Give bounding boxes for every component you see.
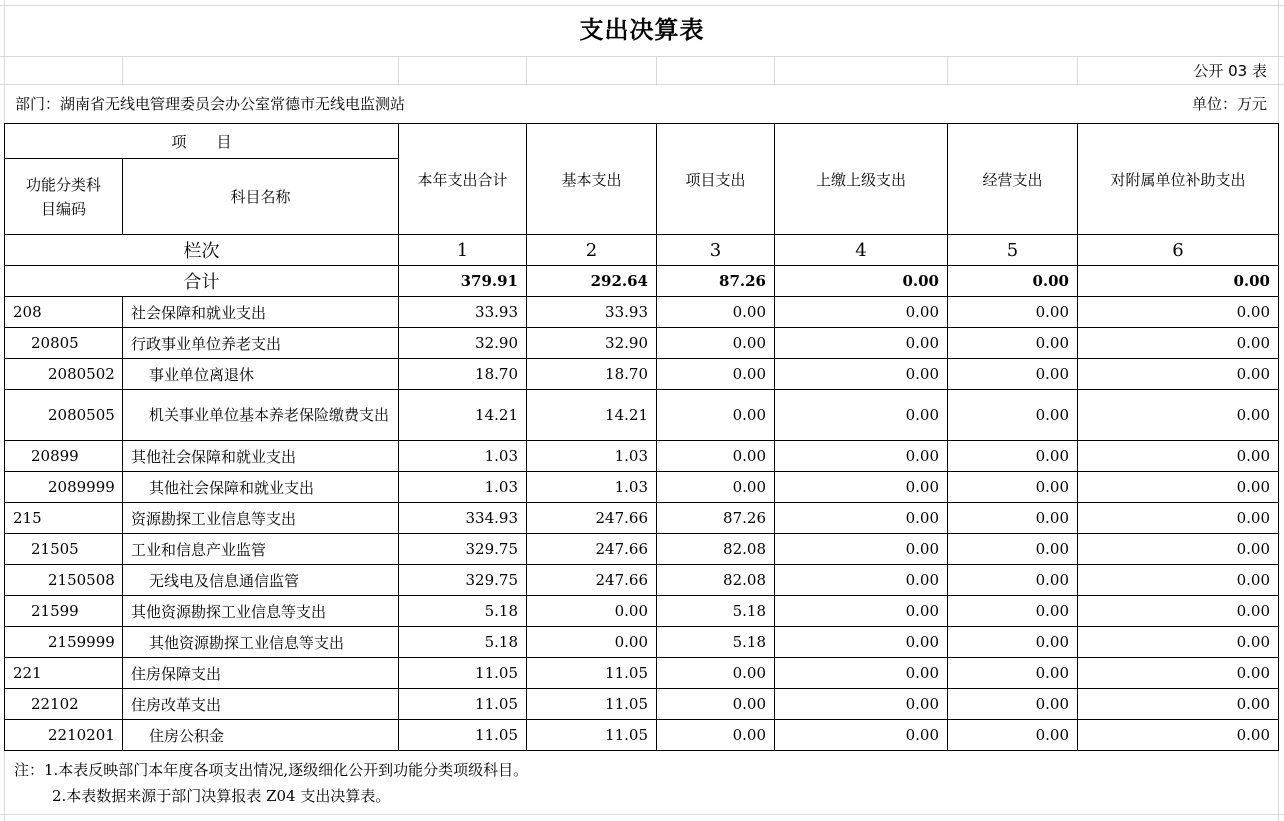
row-value: 0.00 — [1078, 565, 1279, 596]
footnotes — [14, 757, 528, 809]
grid-line — [774, 56, 775, 86]
table-row — [5, 658, 1279, 689]
table-row — [5, 441, 1279, 472]
row-value: 0.00 — [1078, 720, 1279, 751]
row-value: 11.05 — [527, 720, 657, 751]
total-value: 87.26 — [657, 266, 775, 297]
row-value: 0.00 — [1078, 359, 1279, 390]
row-code: 21505 — [5, 534, 123, 565]
row-value: 0.00 — [948, 359, 1078, 390]
row-code: 20805 — [5, 328, 123, 359]
row-value: 0.00 — [948, 689, 1078, 720]
footnote-2: 2.本表数据来源于部门决算报表 Z04 支出决算表。 — [52, 787, 391, 805]
row-value: 11.05 — [527, 658, 657, 689]
row-value: 0.00 — [948, 596, 1078, 627]
row-code: 20899 — [5, 441, 123, 472]
row-value: 0.00 — [1078, 627, 1279, 658]
row-value: 32.90 — [399, 328, 527, 359]
row-subject-name: 无线电及信息通信监管 — [123, 565, 399, 596]
total-value: 0.00 — [948, 266, 1078, 297]
row-value: 0.00 — [657, 359, 775, 390]
row-subject-name: 住房公积金 — [123, 720, 399, 751]
grid-line — [526, 56, 527, 86]
grid-line — [398, 56, 399, 86]
row-value: 0.00 — [775, 390, 948, 441]
row-value: 0.00 — [948, 534, 1078, 565]
row-code: 22102 — [5, 689, 123, 720]
grid-line — [122, 56, 123, 86]
row-value: 247.66 — [527, 565, 657, 596]
header-func-code: 功能分类科目编码 — [5, 159, 123, 235]
row-value: 329.75 — [399, 534, 527, 565]
row-value: 14.21 — [399, 390, 527, 441]
row-value: 329.75 — [399, 565, 527, 596]
row-value: 0.00 — [948, 441, 1078, 472]
seq-number: 2 — [527, 235, 657, 266]
row-value: 5.18 — [399, 596, 527, 627]
row-code: 2210201 — [5, 720, 123, 751]
row-value: 5.18 — [657, 596, 775, 627]
grid-line — [0, 814, 1284, 815]
row-value: 0.00 — [775, 627, 948, 658]
row-value: 247.66 — [527, 534, 657, 565]
row-value: 5.18 — [657, 627, 775, 658]
table-row — [5, 720, 1279, 751]
row-value: 0.00 — [775, 503, 948, 534]
row-value: 1.03 — [399, 441, 527, 472]
row-value: 0.00 — [948, 390, 1078, 441]
row-value: 0.00 — [775, 658, 948, 689]
header-col-1: 本年支出合计 — [399, 124, 527, 235]
row-subject-name: 其他资源勘探工业信息等支出 — [123, 596, 399, 627]
row-value: 0.00 — [657, 390, 775, 441]
row-value: 33.93 — [399, 297, 527, 328]
row-value: 0.00 — [657, 720, 775, 751]
row-code: 215 — [5, 503, 123, 534]
row-value: 247.66 — [527, 503, 657, 534]
footnote-1: 注：1.本表反映部门本年度各项支出情况,逐级细化公开到功能分类项级科目。 — [14, 761, 529, 779]
seq-number: 3 — [657, 235, 775, 266]
seq-number: 4 — [775, 235, 948, 266]
row-value: 32.90 — [527, 328, 657, 359]
row-value: 1.03 — [527, 472, 657, 503]
row-value: 0.00 — [775, 441, 948, 472]
total-value: 0.00 — [775, 266, 948, 297]
grid-line — [0, 84, 1284, 85]
expenditure-table — [4, 123, 1279, 751]
row-subject-name: 住房改革支出 — [123, 689, 399, 720]
row-subject-name: 其他社会保障和就业支出 — [123, 441, 399, 472]
header-subject-name: 科目名称 — [123, 159, 399, 235]
row-value: 334.93 — [399, 503, 527, 534]
row-value: 0.00 — [1078, 328, 1279, 359]
seq-number: 1 — [399, 235, 527, 266]
row-value: 0.00 — [1078, 596, 1279, 627]
row-value: 0.00 — [1078, 689, 1279, 720]
row-value: 0.00 — [775, 297, 948, 328]
header-col-5: 经营支出 — [948, 124, 1078, 235]
table-row — [5, 390, 1279, 441]
table-row — [5, 328, 1279, 359]
row-value: 0.00 — [657, 658, 775, 689]
table-row — [5, 596, 1279, 627]
row-value: 0.00 — [775, 359, 948, 390]
grid-line — [0, 5, 1284, 6]
row-value: 11.05 — [399, 720, 527, 751]
row-code: 2089999 — [5, 472, 123, 503]
seq-number: 6 — [1078, 235, 1279, 266]
row-value: 0.00 — [775, 720, 948, 751]
row-code: 21599 — [5, 596, 123, 627]
total-label: 合计 — [5, 266, 399, 297]
table-row — [5, 689, 1279, 720]
header-col-3: 项目支出 — [657, 124, 775, 235]
row-value: 0.00 — [1078, 534, 1279, 565]
row-value: 0.00 — [527, 627, 657, 658]
row-code: 2159999 — [5, 627, 123, 658]
row-value: 0.00 — [657, 472, 775, 503]
table-row — [5, 627, 1279, 658]
table-row — [5, 565, 1279, 596]
row-value: 0.00 — [948, 627, 1078, 658]
row-value: 0.00 — [948, 720, 1078, 751]
row-value: 5.18 — [399, 627, 527, 658]
total-value: 292.64 — [527, 266, 657, 297]
row-value: 0.00 — [775, 534, 948, 565]
row-value: 0.00 — [948, 565, 1078, 596]
grid-line — [1077, 56, 1078, 86]
table-row — [5, 503, 1279, 534]
row-value: 0.00 — [657, 328, 775, 359]
header-col-4: 上缴上级支出 — [775, 124, 948, 235]
row-value: 87.26 — [657, 503, 775, 534]
row-value: 11.05 — [527, 689, 657, 720]
row-subject-name: 行政事业单位养老支出 — [123, 328, 399, 359]
row-value: 0.00 — [1078, 390, 1279, 441]
total-value: 0.00 — [1078, 266, 1279, 297]
row-value: 0.00 — [775, 689, 948, 720]
row-code: 208 — [5, 297, 123, 328]
total-value: 379.91 — [399, 266, 527, 297]
table-row — [5, 297, 1279, 328]
row-subject-name: 其他社会保障和就业支出 — [123, 472, 399, 503]
row-value: 82.08 — [657, 565, 775, 596]
row-value: 0.00 — [1078, 472, 1279, 503]
row-subject-name: 住房保障支出 — [123, 658, 399, 689]
table-number: 公开 03 表 — [1193, 62, 1267, 80]
seq-label: 栏次 — [5, 235, 399, 266]
row-value: 0.00 — [948, 297, 1078, 328]
row-value: 0.00 — [657, 689, 775, 720]
row-value: 0.00 — [657, 297, 775, 328]
grid-line — [947, 56, 948, 86]
row-value: 0.00 — [1078, 503, 1279, 534]
row-code: 2150508 — [5, 565, 123, 596]
row-subject-name: 其他资源勘探工业信息等支出 — [123, 627, 399, 658]
row-value: 82.08 — [657, 534, 775, 565]
department-label: 部门：湖南省无线电管理委员会办公室常德市无线电监测站 — [15, 95, 406, 113]
grid-line — [0, 56, 1284, 57]
total-row — [5, 266, 1279, 297]
header-col-2: 基本支出 — [527, 124, 657, 235]
row-value: 1.03 — [399, 472, 527, 503]
row-value: 0.00 — [1078, 658, 1279, 689]
row-value: 0.00 — [1078, 441, 1279, 472]
row-value: 0.00 — [657, 441, 775, 472]
row-subject-name: 事业单位离退休 — [123, 359, 399, 390]
row-value: 18.70 — [527, 359, 657, 390]
row-value: 14.21 — [527, 390, 657, 441]
row-value: 0.00 — [775, 472, 948, 503]
row-value: 0.00 — [775, 596, 948, 627]
row-value: 11.05 — [399, 658, 527, 689]
table-row — [5, 472, 1279, 503]
row-value: 0.00 — [1078, 297, 1279, 328]
row-subject-name: 机关事业单位基本养老保险缴费支出 — [123, 390, 399, 441]
row-value: 18.70 — [399, 359, 527, 390]
header-col-6: 对附属单位补助支出 — [1078, 124, 1279, 235]
row-value: 0.00 — [527, 596, 657, 627]
seq-number: 5 — [948, 235, 1078, 266]
table-row — [5, 534, 1279, 565]
row-value: 0.00 — [948, 503, 1078, 534]
row-value: 0.00 — [948, 328, 1078, 359]
row-value: 0.00 — [775, 565, 948, 596]
unit-label: 单位：万元 — [1191, 95, 1267, 113]
table-row — [5, 359, 1279, 390]
row-value: 0.00 — [948, 472, 1078, 503]
grid-line — [656, 56, 657, 86]
row-subject-name: 资源勘探工业信息等支出 — [123, 503, 399, 534]
page-title: 支出决算表 — [579, 16, 705, 44]
row-value: 0.00 — [775, 328, 948, 359]
row-code: 2080505 — [5, 390, 123, 441]
row-value: 1.03 — [527, 441, 657, 472]
row-value: 11.05 — [399, 689, 527, 720]
row-subject-name: 社会保障和就业支出 — [123, 297, 399, 328]
header-project: 项 目 — [5, 124, 399, 159]
row-value: 0.00 — [948, 658, 1078, 689]
row-code: 221 — [5, 658, 123, 689]
row-code: 2080502 — [5, 359, 123, 390]
row-value: 33.93 — [527, 297, 657, 328]
row-subject-name: 工业和信息产业监管 — [123, 534, 399, 565]
